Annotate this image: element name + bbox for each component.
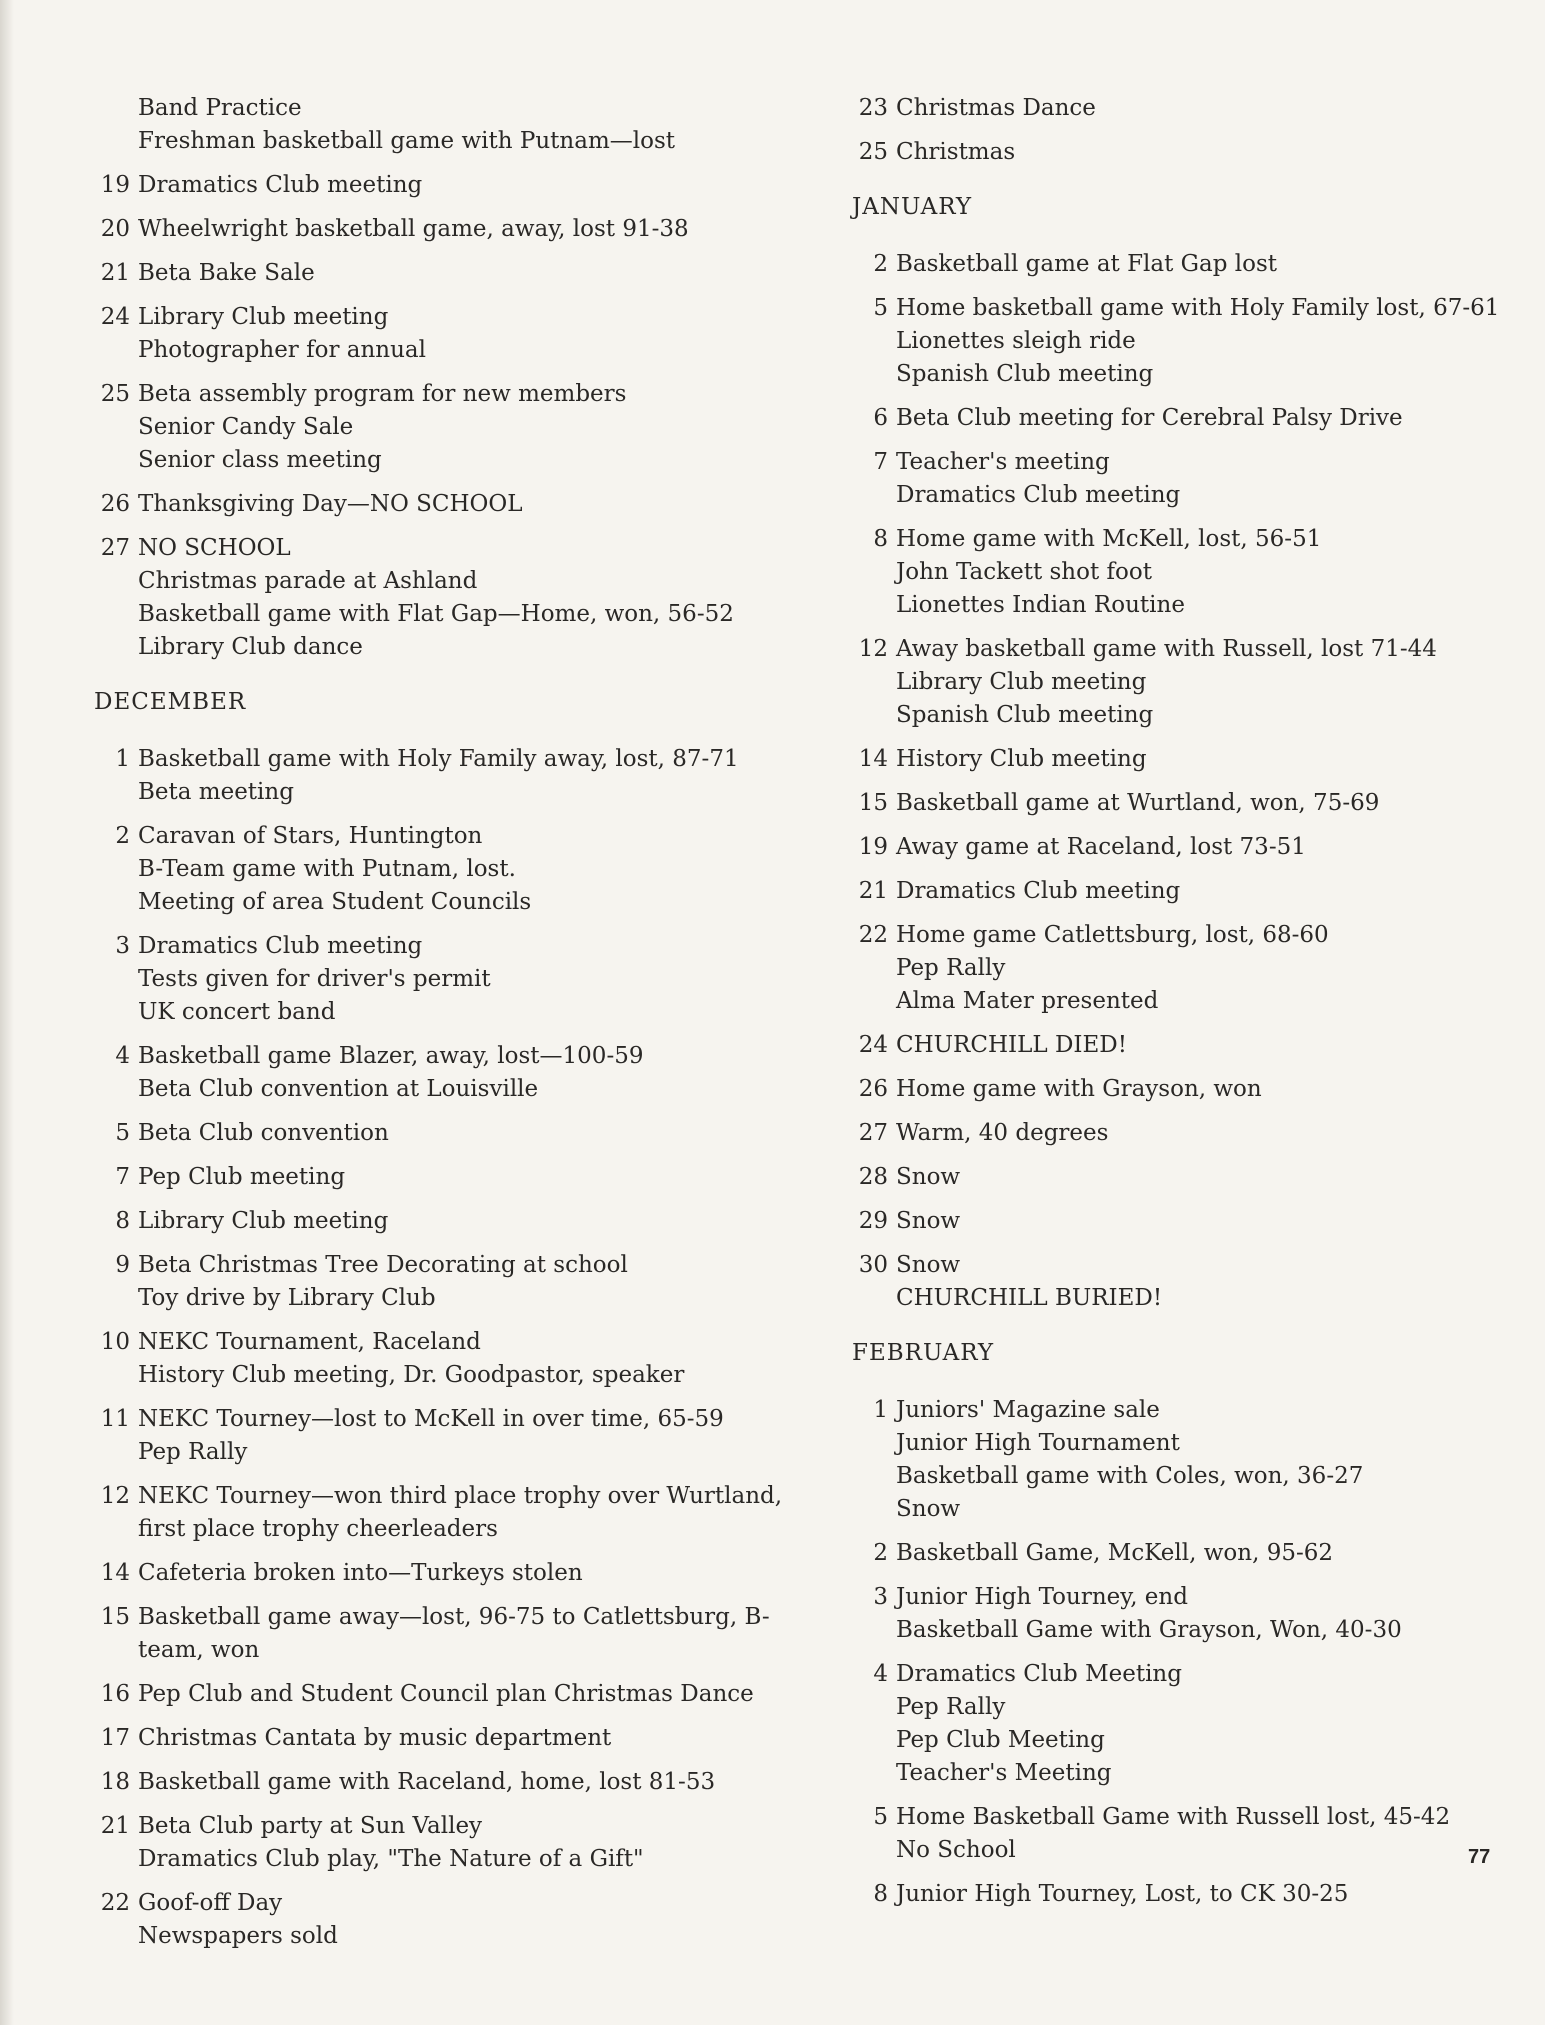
entry-lines — [896, 1878, 1490, 1911]
calendar-entry — [850, 1878, 1490, 1911]
entry-lines — [896, 1117, 1490, 1150]
entry-lines — [896, 402, 1490, 435]
entry-day: 29 — [858, 1208, 888, 1234]
entry-lines — [896, 136, 1490, 169]
entry-line: Basketball Game, McKell, won, 95-62 — [896, 1540, 1334, 1566]
entry-lines — [896, 446, 1490, 512]
calendar-entry — [850, 1537, 1490, 1570]
calendar-entry — [850, 248, 1490, 281]
entry-line: NO SCHOOL — [138, 535, 291, 561]
entry-day: 25 — [100, 381, 130, 407]
entry-day: 12 — [858, 636, 888, 662]
entry-lines — [896, 1581, 1490, 1647]
entry-line: Home game Catlettsburg, lost, 68-60 — [896, 922, 1329, 948]
entry-lines — [138, 532, 772, 664]
calendar-entry — [92, 820, 772, 919]
entry-line: CHURCHILL BURIED! — [896, 1285, 1163, 1311]
entry-day: 12 — [100, 1483, 130, 1509]
entry-lines — [896, 292, 1499, 391]
calendar-entry — [850, 743, 1490, 776]
calendar-entry — [850, 1029, 1490, 1062]
month-heading: FEBRUARY — [852, 1340, 995, 1366]
entry-line: No School — [896, 1837, 1016, 1863]
entry-day: 26 — [100, 491, 130, 517]
entry-day: 21 — [100, 260, 130, 286]
entry-line: Cafeteria broken into—Turkeys stolen — [138, 1560, 583, 1586]
entry-line: Snow — [896, 1208, 961, 1234]
entry-line: team, won — [138, 1637, 260, 1663]
entry-lines — [896, 92, 1490, 125]
entry-line: Home game with Grayson, won — [896, 1076, 1262, 1102]
calendar-entry — [92, 1326, 772, 1392]
calendar-entry — [92, 1205, 772, 1238]
entry-line: Toy drive by Library Club — [138, 1285, 436, 1311]
entry-line: Teacher's meeting — [896, 449, 1110, 475]
calendar-entry — [92, 92, 772, 158]
entry-lines — [896, 248, 1490, 281]
entry-line: Thanksgiving Day—NO SCHOOL — [138, 491, 523, 517]
entry-lines — [138, 301, 772, 367]
entry-line: Warm, 40 degrees — [896, 1120, 1109, 1146]
entry-line: Basketball game away—lost, 96-75 to Catlettsburg, B- — [138, 1604, 770, 1630]
calendar-entry — [92, 1722, 772, 1755]
entry-lines — [138, 1722, 772, 1755]
entry-day: 21 — [100, 1813, 130, 1839]
entry-line: Dramatics Club meeting — [896, 482, 1181, 508]
entry-line: Beta Bake Sale — [138, 260, 315, 286]
entry-day: 16 — [100, 1681, 130, 1707]
entry-line: Senior class meeting — [138, 447, 382, 473]
entry-lines — [896, 1394, 1490, 1526]
entry-lines — [896, 1658, 1490, 1790]
entry-lines — [138, 257, 772, 290]
calendar-entry — [92, 1403, 772, 1469]
calendar-entry — [850, 919, 1490, 1018]
calendar-entry — [92, 257, 772, 290]
entry-lines — [896, 875, 1490, 908]
calendar-entry — [92, 1887, 772, 1953]
calendar-entry — [92, 930, 772, 1029]
entry-line: Beta Christmas Tree Decorating at school — [138, 1252, 628, 1278]
calendar-entry — [92, 532, 772, 664]
calendar-entry — [850, 1205, 1490, 1238]
entry-line: Senior Candy Sale — [138, 414, 354, 440]
calendar-entry — [92, 1040, 772, 1106]
entry-line: Home basketball game with Holy Family lost, 67-61 — [896, 295, 1500, 321]
entry-line: Beta Club convention — [138, 1120, 389, 1146]
entry-day: 1 — [873, 1397, 888, 1423]
entry-day: 27 — [100, 535, 130, 561]
entry-line: Basketball game with Holy Family away, lost, 87-71 — [138, 746, 739, 772]
entry-line: Dramatics Club meeting — [896, 878, 1181, 904]
entry-day: 22 — [858, 922, 888, 948]
entry-line: Beta Club party at Sun Valley — [138, 1813, 483, 1839]
entry-line: NEKC Tourney—won third place trophy over Wurtland, — [138, 1483, 783, 1509]
entry-line: Beta Club meeting for Cerebral Palsy Drive — [896, 405, 1403, 431]
entry-day: 9 — [115, 1252, 130, 1278]
entry-line: Pep Club Meeting — [896, 1727, 1105, 1753]
entry-line: History Club meeting — [896, 746, 1147, 772]
entry-lines — [138, 1205, 772, 1238]
calendar-entry — [92, 1161, 772, 1194]
entry-lines — [896, 919, 1490, 1018]
entry-line: Library Club meeting — [896, 669, 1147, 695]
calendar-entry — [850, 1394, 1490, 1526]
month-heading: JANUARY — [852, 194, 973, 220]
entry-day: 4 — [873, 1661, 888, 1687]
entry-day — [92, 92, 138, 158]
entry-lines — [138, 1480, 782, 1546]
calendar-entry — [850, 1658, 1490, 1790]
entry-line: Meeting of area Student Councils — [138, 889, 532, 915]
entry-line: Photographer for annual — [138, 337, 426, 363]
entry-lines — [138, 169, 772, 202]
entry-day: 30 — [858, 1252, 888, 1278]
entry-line: Spanish Club meeting — [896, 361, 1154, 387]
entry-line: Junior High Tournament — [896, 1430, 1180, 1456]
entry-line: Basketball game Blazer, away, lost—100-59 — [138, 1043, 644, 1069]
entry-day: 22 — [100, 1890, 130, 1916]
calendar-entry — [850, 92, 1490, 125]
calendar-entry — [92, 169, 772, 202]
entry-day: 3 — [115, 933, 130, 959]
entry-line: Home Basketball Game with Russell lost, 45-42 — [896, 1804, 1451, 1830]
entry-line: Junior High Tourney, Lost, to CK 30-25 — [896, 1881, 1349, 1907]
entry-line: Basketball game at Flat Gap lost — [896, 251, 1278, 277]
entry-line: Goof-off Day — [138, 1890, 283, 1916]
entry-lines — [138, 488, 772, 521]
entry-day: 8 — [873, 1881, 888, 1907]
calendar-entry — [850, 1161, 1490, 1194]
calendar-entry — [850, 292, 1500, 391]
entry-line: Snow — [896, 1496, 961, 1522]
calendar-entry — [92, 1810, 772, 1876]
entry-day: 5 — [873, 295, 888, 321]
entry-lines — [138, 1403, 772, 1469]
entry-lines — [138, 930, 772, 1029]
entry-line: Christmas Cantata by music department — [138, 1725, 612, 1751]
calendar-entry — [850, 633, 1490, 732]
entry-line: Snow — [896, 1164, 961, 1190]
entry-lines — [138, 1887, 772, 1953]
calendar-entry — [850, 787, 1490, 820]
entry-day: 14 — [100, 1560, 130, 1586]
entry-line: Basketball game with Raceland, home, lost 81-53 — [138, 1769, 716, 1795]
entry-lines — [138, 1161, 772, 1194]
entry-line: History Club meeting, Dr. Goodpastor, speaker — [138, 1362, 685, 1388]
entry-line: NEKC Tournament, Raceland — [138, 1329, 481, 1355]
calendar-entry — [92, 1678, 772, 1711]
entry-line: Dramatics Club meeting — [138, 933, 423, 959]
calendar-entry — [850, 1073, 1490, 1106]
entry-day: 3 — [873, 1584, 888, 1610]
entry-lines — [896, 1029, 1490, 1062]
entry-line: Library Club meeting — [138, 304, 389, 330]
calendar-entry — [850, 1117, 1490, 1150]
entry-lines — [896, 1801, 1490, 1867]
entry-lines — [138, 92, 772, 158]
calendar-entry — [850, 1801, 1490, 1867]
entry-lines — [138, 743, 772, 809]
entry-line: NEKC Tourney—lost to McKell in over time, 65-59 — [138, 1406, 724, 1432]
entry-day: 8 — [115, 1208, 130, 1234]
entry-day: 6 — [873, 405, 888, 431]
entry-day: 19 — [100, 172, 130, 198]
entry-lines — [138, 378, 772, 477]
entry-line: Basketball Game with Grayson, Won, 40-30 — [896, 1617, 1402, 1643]
entry-line: Snow — [896, 1252, 961, 1278]
entry-day: 2 — [873, 251, 888, 277]
entry-day: 8 — [873, 526, 888, 552]
entry-line: UK concert band — [138, 999, 336, 1025]
entry-line: Lionettes Indian Routine — [896, 592, 1185, 618]
entry-line: B-Team game with Putnam, lost. — [138, 856, 516, 882]
entry-lines — [896, 1249, 1490, 1315]
entry-day: 7 — [115, 1164, 130, 1190]
entry-day: 23 — [858, 95, 888, 121]
entry-line: Christmas — [896, 139, 1016, 165]
entry-line: Home game with McKell, lost, 56-51 — [896, 526, 1322, 552]
entry-line: Pep Rally — [138, 1439, 248, 1465]
entry-day: 1 — [115, 746, 130, 772]
entry-line: Away basketball game with Russell, lost 71-44 — [896, 636, 1437, 662]
entry-lines — [896, 743, 1490, 776]
entry-line: Basketball game at Wurtland, won, 75-69 — [896, 790, 1380, 816]
entry-day: 11 — [100, 1406, 130, 1432]
entry-day: 10 — [100, 1329, 130, 1355]
entry-line: Juniors' Magazine sale — [896, 1397, 1160, 1423]
entry-line: Basketball game with Flat Gap—Home, won, 56-52 — [138, 601, 734, 627]
entry-line: Newspapers sold — [138, 1923, 338, 1949]
calendar-entry — [92, 301, 772, 367]
entry-day: 2 — [115, 823, 130, 849]
entry-line: Spanish Club meeting — [896, 702, 1154, 728]
entry-day: 26 — [858, 1076, 888, 1102]
entry-day: 4 — [115, 1043, 130, 1069]
calendar-entry — [92, 1557, 772, 1590]
entry-lines — [896, 633, 1490, 732]
entry-lines — [896, 523, 1490, 622]
entry-lines — [138, 213, 772, 246]
calendar-entry — [850, 875, 1490, 908]
entry-line: John Tackett shot foot — [896, 559, 1152, 585]
entry-lines — [138, 1117, 772, 1150]
entry-day: 24 — [858, 1032, 888, 1058]
entry-lines — [896, 1205, 1490, 1238]
calendar-entry — [92, 1117, 772, 1150]
entry-day: 5 — [873, 1804, 888, 1830]
entry-day: 24 — [100, 304, 130, 330]
entry-line: Beta meeting — [138, 779, 294, 805]
entry-day: 27 — [858, 1120, 888, 1146]
entry-line: Library Club dance — [138, 634, 363, 660]
page-edge-shadow — [0, 0, 14, 2025]
entry-line: Away game at Raceland, lost 73-51 — [896, 834, 1306, 860]
page-number: 77 — [1468, 1846, 1491, 1868]
entry-lines — [138, 1601, 772, 1667]
entry-line: Pep Club and Student Council plan Christmas Dance — [138, 1681, 754, 1707]
entry-line: Christmas parade at Ashland — [138, 568, 478, 594]
entry-line: first place trophy cheerleaders — [138, 1516, 498, 1542]
entry-lines — [896, 831, 1490, 864]
left-column — [92, 92, 783, 1964]
entry-lines — [138, 1810, 772, 1876]
calendar-entry — [850, 446, 1490, 512]
entry-line: Christmas Dance — [896, 95, 1096, 121]
entry-line: Beta assembly program for new members — [138, 381, 627, 407]
entry-day: 19 — [858, 834, 888, 860]
entry-day: 21 — [858, 878, 888, 904]
calendar-entry — [850, 831, 1490, 864]
calendar-entry — [92, 1249, 772, 1315]
right-column — [850, 92, 1500, 1922]
entry-line: Wheelwright basketball game, away, lost 91-38 — [138, 216, 689, 242]
entry-lines — [896, 1537, 1490, 1570]
entry-day: 15 — [100, 1604, 130, 1630]
calendar-entry — [92, 378, 772, 477]
entry-day: 28 — [858, 1164, 888, 1190]
entry-line: Library Club meeting — [138, 1208, 389, 1234]
entry-day: 5 — [115, 1120, 130, 1146]
entry-line: Pep Rally — [896, 1694, 1006, 1720]
entry-lines — [138, 820, 772, 919]
entry-line: Dramatics Club Meeting — [896, 1661, 1182, 1687]
entry-day: 18 — [100, 1769, 130, 1795]
entry-lines — [138, 1040, 772, 1106]
calendar-entry — [850, 1249, 1490, 1315]
entry-line: Basketball game with Coles, won, 36-27 — [896, 1463, 1364, 1489]
entry-lines — [138, 1249, 772, 1315]
entry-line: Beta Club convention at Louisville — [138, 1076, 539, 1102]
entry-lines — [138, 1678, 772, 1711]
month-heading: DECEMBER — [94, 689, 247, 715]
calendar-entry — [92, 1480, 783, 1546]
entry-line: Freshman basketball game with Putnam—lost — [138, 128, 676, 154]
calendar-entry — [850, 523, 1490, 622]
entry-line: Dramatics Club play, "The Nature of a Gift" — [138, 1846, 644, 1872]
entry-line: Dramatics Club meeting — [138, 172, 423, 198]
entry-line: Junior High Tourney, end — [896, 1584, 1188, 1610]
calendar-entry — [92, 743, 772, 809]
calendar-entry — [92, 1766, 772, 1799]
entry-line: Band Practice — [138, 95, 302, 121]
entry-day: 14 — [858, 746, 888, 772]
entry-day: 15 — [858, 790, 888, 816]
entry-day: 17 — [100, 1725, 130, 1751]
entry-line: Alma Mater presented — [896, 988, 1159, 1014]
entry-line: Tests given for driver's permit — [138, 966, 491, 992]
entry-line: CHURCHILL DIED! — [896, 1032, 1127, 1058]
entry-lines — [896, 787, 1490, 820]
entry-line: Teacher's Meeting — [896, 1760, 1112, 1786]
calendar-entry — [92, 488, 772, 521]
entry-lines — [138, 1557, 772, 1590]
calendar-entry — [92, 213, 772, 246]
entry-day: 20 — [100, 216, 130, 242]
entry-line: Caravan of Stars, Huntington — [138, 823, 483, 849]
entry-line: Pep Rally — [896, 955, 1006, 981]
calendar-entry — [850, 136, 1490, 169]
calendar-entry — [850, 402, 1490, 435]
entry-day: 25 — [858, 139, 888, 165]
calendar-entry — [850, 1581, 1490, 1647]
entry-line: Lionettes sleigh ride — [896, 328, 1136, 354]
entry-lines — [896, 1073, 1490, 1106]
entry-lines — [896, 1161, 1490, 1194]
entry-day: 7 — [873, 449, 888, 475]
entry-day: 2 — [873, 1540, 888, 1566]
calendar-entry — [92, 1601, 772, 1667]
entry-lines — [138, 1326, 772, 1392]
entry-lines — [138, 1766, 772, 1799]
entry-line: Pep Club meeting — [138, 1164, 346, 1190]
